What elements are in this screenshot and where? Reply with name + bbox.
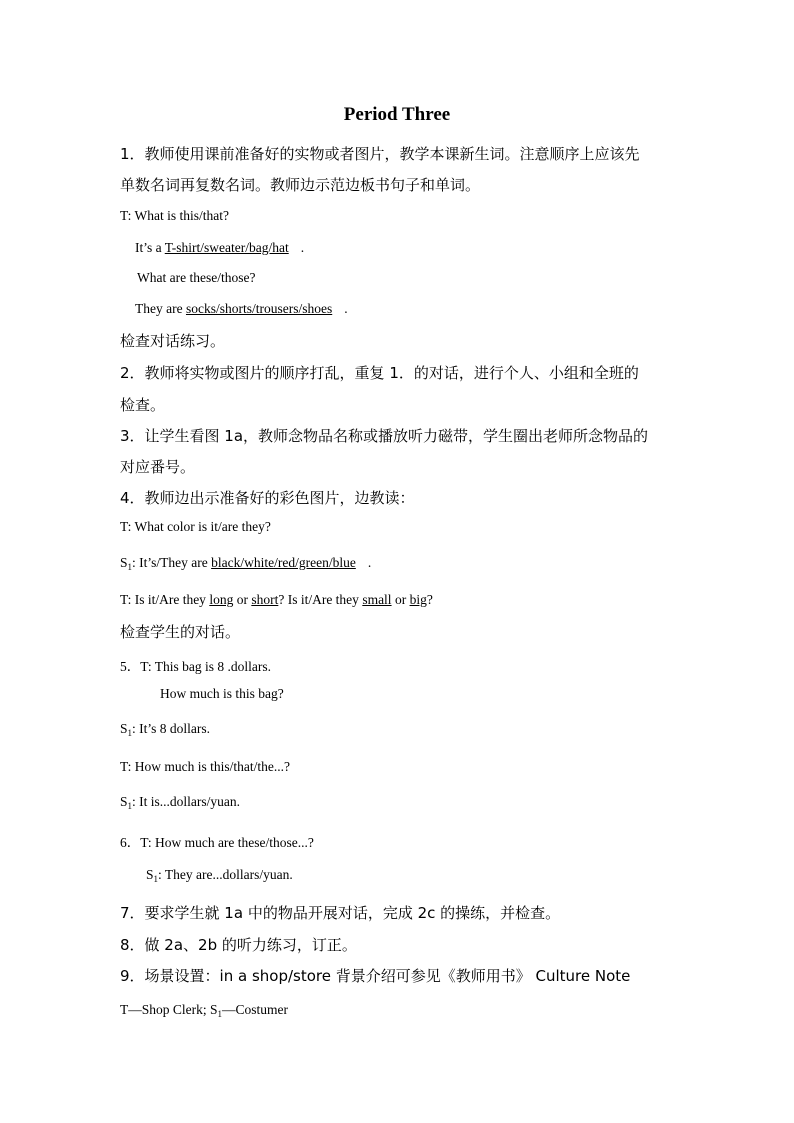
- step-3-line-2: 对应番号。: [120, 458, 196, 476]
- text-segment: or: [391, 592, 410, 607]
- dialogue-line: [120, 794, 240, 811]
- text-segment: —Costumer: [222, 1002, 289, 1017]
- step-1-line-1: 1．教师使用课前准备好的实物或者图片，教学本课新生词。注意顺序上应该先: [120, 145, 640, 163]
- dialogue-line: [120, 592, 433, 608]
- page-title: Period Three: [343, 104, 451, 125]
- instruction-line: 检查学生的对话。: [120, 623, 241, 641]
- dialogue-line: What are these/those?: [137, 270, 256, 285]
- step-3-line-1: 3．让学生看图 1a，教师念物品名称或播放听力磁带，学生圈出老师所念物品的: [120, 427, 649, 445]
- dialogue-line: T: How much is this/that/the...?: [120, 759, 290, 774]
- dialogue-line: [120, 555, 371, 572]
- text-segment: ?: [426, 592, 433, 607]
- underlined-answer: black/white/red/green/blue: [211, 555, 356, 570]
- text-segment: : It’s 8 dollars.: [132, 721, 211, 736]
- underlined-answer: short: [251, 592, 279, 607]
- speaker-s1: $S_1$: [146, 867, 159, 884]
- step-8-line: 8．做 2a、2b 的听力练习，订正。: [120, 936, 357, 954]
- dialogue-line: [135, 301, 348, 317]
- step-5-line: 5．T: This bag is 8 .dollars.: [120, 659, 271, 674]
- text-segment: : It is...dollars/yuan.: [132, 794, 241, 809]
- step-2-line-2: 检查。: [120, 396, 166, 414]
- text-segment: .: [367, 555, 372, 570]
- dialogue-line: [135, 240, 304, 256]
- step-9-line: 9．场景设置：in a shop/store 背景介绍可参见《教师用书》 Culture Note: [120, 967, 631, 985]
- underlined-answer: big: [409, 592, 427, 607]
- text-segment: ? Is it/Are they: [278, 592, 363, 607]
- dialogue-line: T: What color is it/are they?: [120, 519, 271, 534]
- underlined-answer: T-shirt/sweater/bag/hat: [164, 240, 289, 255]
- underlined-answer: small: [362, 592, 392, 607]
- text-segment: They are: [135, 301, 186, 316]
- speaker-s1: $S_1$: [120, 794, 133, 811]
- step-1-line-2: 单数名词再复数名词。教师边示范边板书句子和单词。: [120, 176, 481, 194]
- dialogue-line: How much is this bag?: [160, 686, 284, 701]
- dialogue-line: [146, 867, 293, 884]
- text-segment: : It’s/They are: [132, 555, 212, 570]
- text-segment: T—Shop Clerk;: [120, 1002, 210, 1017]
- step-4-line: 4．教师边出示准备好的彩色图片，边教读：: [120, 489, 415, 507]
- speaker-s1: $S_1$: [210, 1002, 223, 1019]
- speaker-s1: $S_1$: [120, 721, 133, 738]
- speaker-s1: $S_1$: [120, 555, 133, 572]
- step-6-line: 6．T: How much are these/those...?: [120, 835, 314, 850]
- text-segment: It’s a: [135, 240, 165, 255]
- underlined-answer: socks/shorts/trousers/shoes: [185, 301, 333, 316]
- text-segment: or: [233, 592, 252, 607]
- text-segment: : They are...dollars/yuan.: [158, 867, 293, 882]
- step-2-line-1: 2．教师将实物或图片的顺序打乱，重复 1．的对话，进行个人、小组和全班的: [120, 364, 639, 382]
- instruction-line: 检查对话练习。: [120, 332, 226, 350]
- role-assignment-line: [120, 1002, 288, 1019]
- text-segment: T: Is it/Are they: [120, 592, 210, 607]
- text-segment: .: [344, 301, 348, 316]
- text-segment: .: [300, 240, 305, 255]
- underlined-answer: long: [209, 592, 234, 607]
- dialogue-line: [120, 721, 210, 738]
- dialogue-line: T: What is this/that?: [120, 208, 229, 223]
- step-7-line: 7．要求学生就 1a 中的物品开展对话，完成 2c 的操练，并检查。: [120, 904, 561, 922]
